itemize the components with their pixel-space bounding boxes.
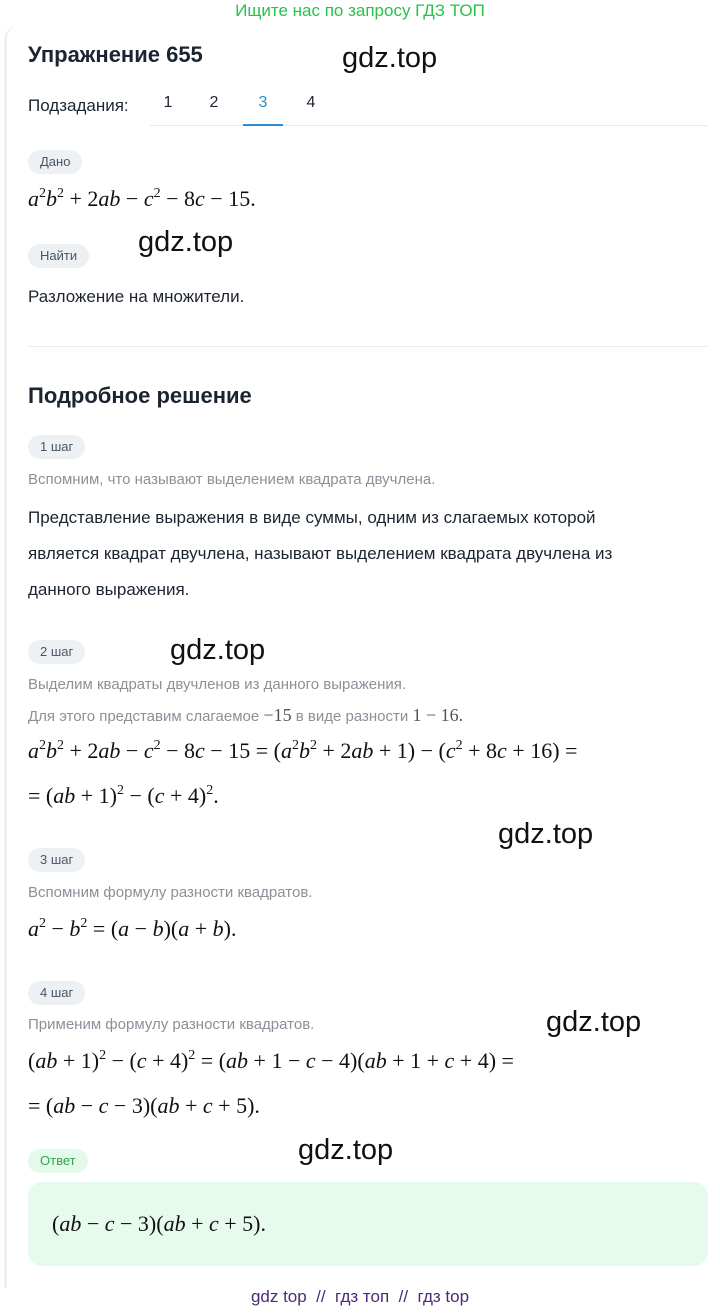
step-hint: Применим формулу разности квадратов. [28, 1016, 315, 1033]
step-hint-2 [28, 705, 463, 726]
find-text: Разложение на множители. [28, 287, 245, 306]
subtasks-bar [28, 92, 708, 128]
step-equation: = (ab − c − 3)(ab + c + 5). [28, 1093, 260, 1118]
page-title: Упражнение 655 [28, 42, 203, 67]
step-badge: 3 шаг [28, 848, 85, 872]
step-equation: $a^2 - b^2 = (a - b)(a + b)$. [28, 916, 237, 941]
step-equation: $a^2b^2 + 2ab - c^2 - 8c - 15 = (a^2b^2 + 2ab + 1) - (c^2 + 8c + 16)$ = [28, 738, 578, 763]
section-divider [28, 346, 708, 347]
hint-math: −15 [263, 705, 292, 725]
watermark: gdz.top [170, 634, 266, 666]
answer-expression: (ab − c − 3)(ab + c + 5). [52, 1211, 266, 1236]
watermark: gdz.top [546, 1006, 642, 1038]
tab-subtask-2[interactable]: 2 [209, 94, 219, 111]
hint-text: Для этого представим слагаемое [28, 708, 260, 725]
step-text-line: Представление выражения в виде суммы, одним из слагаемых которой [28, 508, 596, 527]
given-badge: Дано [28, 150, 82, 174]
given-expression: $a^2b^2 + 2ab - c^2 - 8c - 15$. [28, 186, 256, 211]
answer-badge: Ответ [28, 1149, 88, 1173]
footer-links[interactable]: gdz top // гдз топ // гдз top [250, 1287, 470, 1306]
step-text-line: является квадрат двучлена, называют выделением квадрата двучлена из [28, 544, 613, 563]
subtasks-label: Подзадания: [28, 96, 129, 115]
watermark: gdz.top [342, 42, 438, 74]
search-banner[interactable]: Ищите нас по запросу ГДЗ ТОП [235, 1, 485, 20]
step-hint: Выделим квадраты двучленов из данного выражения. [28, 676, 407, 693]
step-badge: 1 шаг [28, 435, 85, 459]
find-badge: Найти [28, 244, 89, 268]
hint-math: 1 − 16. [412, 705, 464, 725]
tab-subtask-3[interactable]: 3 [243, 94, 283, 126]
tab-subtask-4[interactable]: 4 [306, 94, 316, 111]
hint-text: в виде разности [295, 708, 409, 725]
step-hint: Вспомним, что называют выделением квадрата двучлена. [28, 471, 436, 488]
step-badge: 2 шаг [28, 640, 85, 664]
watermark: gdz.top [138, 226, 234, 258]
tab-subtask-1[interactable]: 1 [163, 94, 173, 111]
step-hint: Вспомним формулу разности квадратов. [28, 884, 313, 901]
solution-title: Подробное решение [28, 383, 252, 408]
step-equation: $(ab + 1)^2 - (c + 4)^2 = (ab + 1 - c - 4)(ab + 1 + c + 4)$ = [28, 1048, 514, 1073]
step-badge: 4 шаг [28, 981, 85, 1005]
step-equation: = $(ab + 1)^2 - (c + 4)^2$. [28, 783, 219, 808]
step-text-line: данного выражения. [28, 580, 190, 599]
watermark: gdz.top [498, 818, 594, 850]
watermark: gdz.top [298, 1134, 394, 1166]
